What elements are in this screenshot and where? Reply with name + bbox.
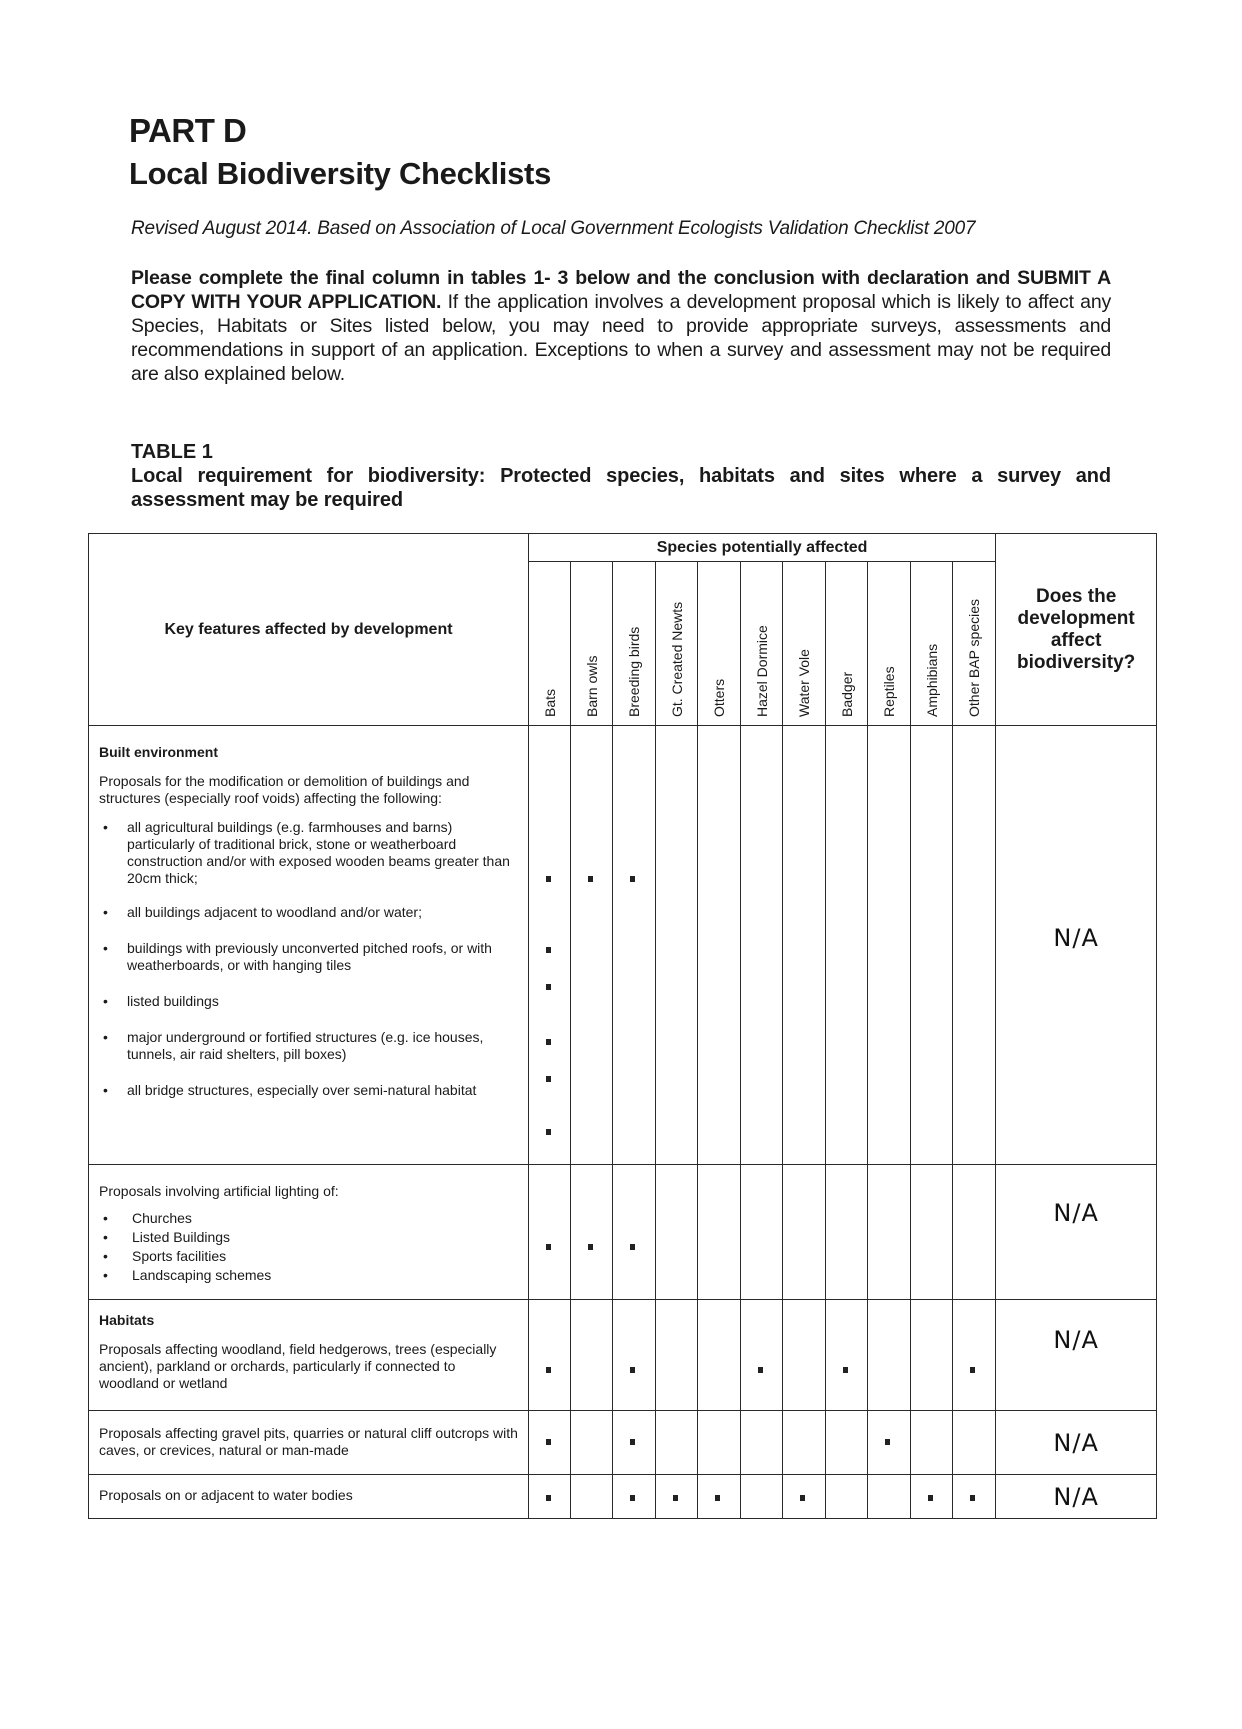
species-col-hazel-dormice: Hazel Dormice xyxy=(741,562,783,726)
cell-badger xyxy=(826,1300,868,1411)
cell-bats xyxy=(529,726,571,1165)
cell-breeding-birds xyxy=(613,726,656,1165)
species-col-other-bap: Other BAP species xyxy=(953,562,996,726)
cell-otters xyxy=(698,1475,741,1519)
answer-cell[interactable] xyxy=(996,1411,1157,1475)
marker-dot xyxy=(928,1495,933,1501)
feature-description: Proposals affecting gravel pits, quarries or natural cliff outcrops with caves, or crevices, natural or man-made xyxy=(99,1425,518,1458)
cell-reptiles xyxy=(868,1411,911,1475)
cell-water-vole xyxy=(783,1475,826,1519)
answer-cell[interactable] xyxy=(996,1475,1157,1519)
cell-bats xyxy=(529,1411,571,1475)
intro-body: If the application involves a development proposal which is likely to affect any Species, Habitats or Sites listed below, you may need to provide appropriate surveys, assessments and recommendations in support of an application. Exceptions to when a survey and assessment may not be required are also explained below. xyxy=(131,291,1112,385)
cell-other-bap xyxy=(953,1475,996,1519)
marker-dot xyxy=(970,1367,975,1373)
marker-dot xyxy=(843,1367,848,1373)
feature-description: Proposals on or adjacent to water bodies xyxy=(99,1487,353,1503)
marker-dot xyxy=(546,876,551,882)
marker-dot xyxy=(715,1495,720,1501)
page-title: Local Biodiversity Checklists xyxy=(129,156,552,191)
answer-value: N/A xyxy=(1053,1483,1099,1511)
table-subtitle: Local requirement for biodiversity: Protected species, habitats and sites where a survey and assessment may be required xyxy=(131,465,1111,511)
cell-bats xyxy=(529,1300,571,1411)
feature-description: Proposals for the modification or demolition of buildings and structures (especially roof voids) affecting the following: xyxy=(99,773,470,806)
answer-value: N/A xyxy=(1053,1199,1099,1227)
marker-dot xyxy=(673,1495,678,1501)
marker-dot xyxy=(546,1495,551,1501)
marker-dot xyxy=(588,1244,593,1250)
marker-dot xyxy=(546,1439,551,1445)
species-header: Species potentially affected xyxy=(529,534,996,562)
cell-great-crested-newts xyxy=(656,1475,698,1519)
cell-breeding-birds xyxy=(613,1475,656,1519)
cell-other-bap xyxy=(953,1300,996,1411)
feature-cell xyxy=(89,726,529,1165)
key-features-header: Key features affected by development xyxy=(89,534,529,726)
intro-instruction: Please complete the final column in tables 1- 3 below and the conclusion with declaration and SUBMIT A COPY WITH YOUR APPLICATION. xyxy=(131,267,1111,313)
cell-bats xyxy=(529,1475,571,1519)
list-item: • major underground or fortified structures (e.g. ice houses, tunnels, air raid shelters, pill boxes) xyxy=(99,1029,518,1063)
feature-description: Proposals involving artificial lighting of: xyxy=(99,1183,339,1199)
marker-dot xyxy=(546,1076,551,1082)
marker-dot xyxy=(970,1495,975,1501)
section-heading: Built environment xyxy=(99,744,219,760)
table-row-built-environment xyxy=(89,726,1157,1165)
answer-cell[interactable] xyxy=(996,1300,1157,1411)
table-row-artificial-lighting xyxy=(89,1165,1157,1300)
species-col-breeding-birds: Breeding birds xyxy=(613,562,656,726)
species-col-badger: Badger xyxy=(826,562,868,726)
affect-biodiversity-header: Does the development affect biodiversity? xyxy=(996,534,1157,726)
cell-breeding-birds xyxy=(613,1165,656,1300)
cell-hazel-dormice xyxy=(741,1300,783,1411)
marker-dot xyxy=(546,1039,551,1045)
feature-description: Proposals affecting woodland, field hedgerows, trees (especially ancient), parkland or orchards, particularly if connected to woodland or wetland xyxy=(99,1341,497,1391)
table-label: TABLE 1 xyxy=(131,441,213,463)
feature-cell xyxy=(89,1475,529,1519)
feature-cell xyxy=(89,1411,529,1475)
marker-dot xyxy=(630,1367,635,1373)
table-row-water-bodies xyxy=(89,1475,1157,1519)
list-item: • listed buildings xyxy=(99,993,518,1010)
answer-value: N/A xyxy=(1053,1326,1099,1354)
marker-dot xyxy=(546,947,551,953)
cell-amphibians xyxy=(911,1475,953,1519)
marker-dot xyxy=(546,1129,551,1135)
marker-dot xyxy=(630,1439,635,1445)
marker-dot xyxy=(630,1495,635,1501)
list-item: • all agricultural buildings (e.g. farmhouses and barns) particularly of traditional brick, stone or weatherboard construction and/or with exposed wooden beams greater than 20cm thick; xyxy=(99,819,518,887)
part-label: PART D xyxy=(129,112,247,149)
answer-cell[interactable] xyxy=(996,1165,1157,1300)
species-col-bats: Bats xyxy=(529,562,571,726)
answer-value: N/A xyxy=(1053,1429,1099,1457)
marker-dot xyxy=(885,1439,890,1445)
list-item: • Listed Buildings xyxy=(99,1229,518,1246)
answer-cell[interactable] xyxy=(996,726,1157,1165)
biodiversity-checklist-table xyxy=(88,533,1157,1519)
cell-breeding-birds xyxy=(613,1411,656,1475)
cell-bats xyxy=(529,1165,571,1300)
species-col-great-crested-newts: Gt. Created Newts xyxy=(656,562,698,726)
list-item: • all bridge structures, especially over semi-natural habitat xyxy=(99,1082,518,1099)
list-item: • Churches xyxy=(99,1210,518,1227)
table-row-gravel-pits xyxy=(89,1411,1157,1475)
species-col-otters: Otters xyxy=(698,562,741,726)
list-item: • all buildings adjacent to woodland and/or water; xyxy=(99,904,518,921)
answer-value: N/A xyxy=(1053,924,1099,952)
feature-cell xyxy=(89,1165,529,1300)
intro-paragraph xyxy=(131,266,1111,386)
marker-dot xyxy=(630,1244,635,1250)
list-item: • buildings with previously unconverted pitched roofs, or with weatherboards, or with hanging tiles xyxy=(99,940,518,974)
list-item: • Landscaping schemes xyxy=(99,1267,518,1284)
species-col-water-vole: Water Vole xyxy=(783,562,826,726)
species-col-barn-owls: Barn owls xyxy=(571,562,613,726)
cell-barn-owls xyxy=(571,726,613,1165)
marker-dot xyxy=(800,1495,805,1501)
species-col-amphibians: Amphibians xyxy=(911,562,953,726)
marker-dot xyxy=(630,876,635,882)
marker-dot xyxy=(546,984,551,990)
marker-dot xyxy=(758,1367,763,1373)
marker-dot xyxy=(546,1244,551,1250)
cell-barn-owls xyxy=(571,1165,613,1300)
marker-dot xyxy=(546,1367,551,1373)
list-item: • Sports facilities xyxy=(99,1248,518,1265)
marker-dot xyxy=(588,876,593,882)
cell-breeding-birds xyxy=(613,1300,656,1411)
revision-note: Revised August 2014. Based on Association of Local Government Ecologists Validation Checklist 2007 xyxy=(131,218,976,239)
table-row-habitats-woodland xyxy=(89,1300,1157,1411)
feature-cell xyxy=(89,1300,529,1411)
species-col-reptiles: Reptiles xyxy=(868,562,911,726)
section-heading: Habitats xyxy=(99,1312,155,1328)
